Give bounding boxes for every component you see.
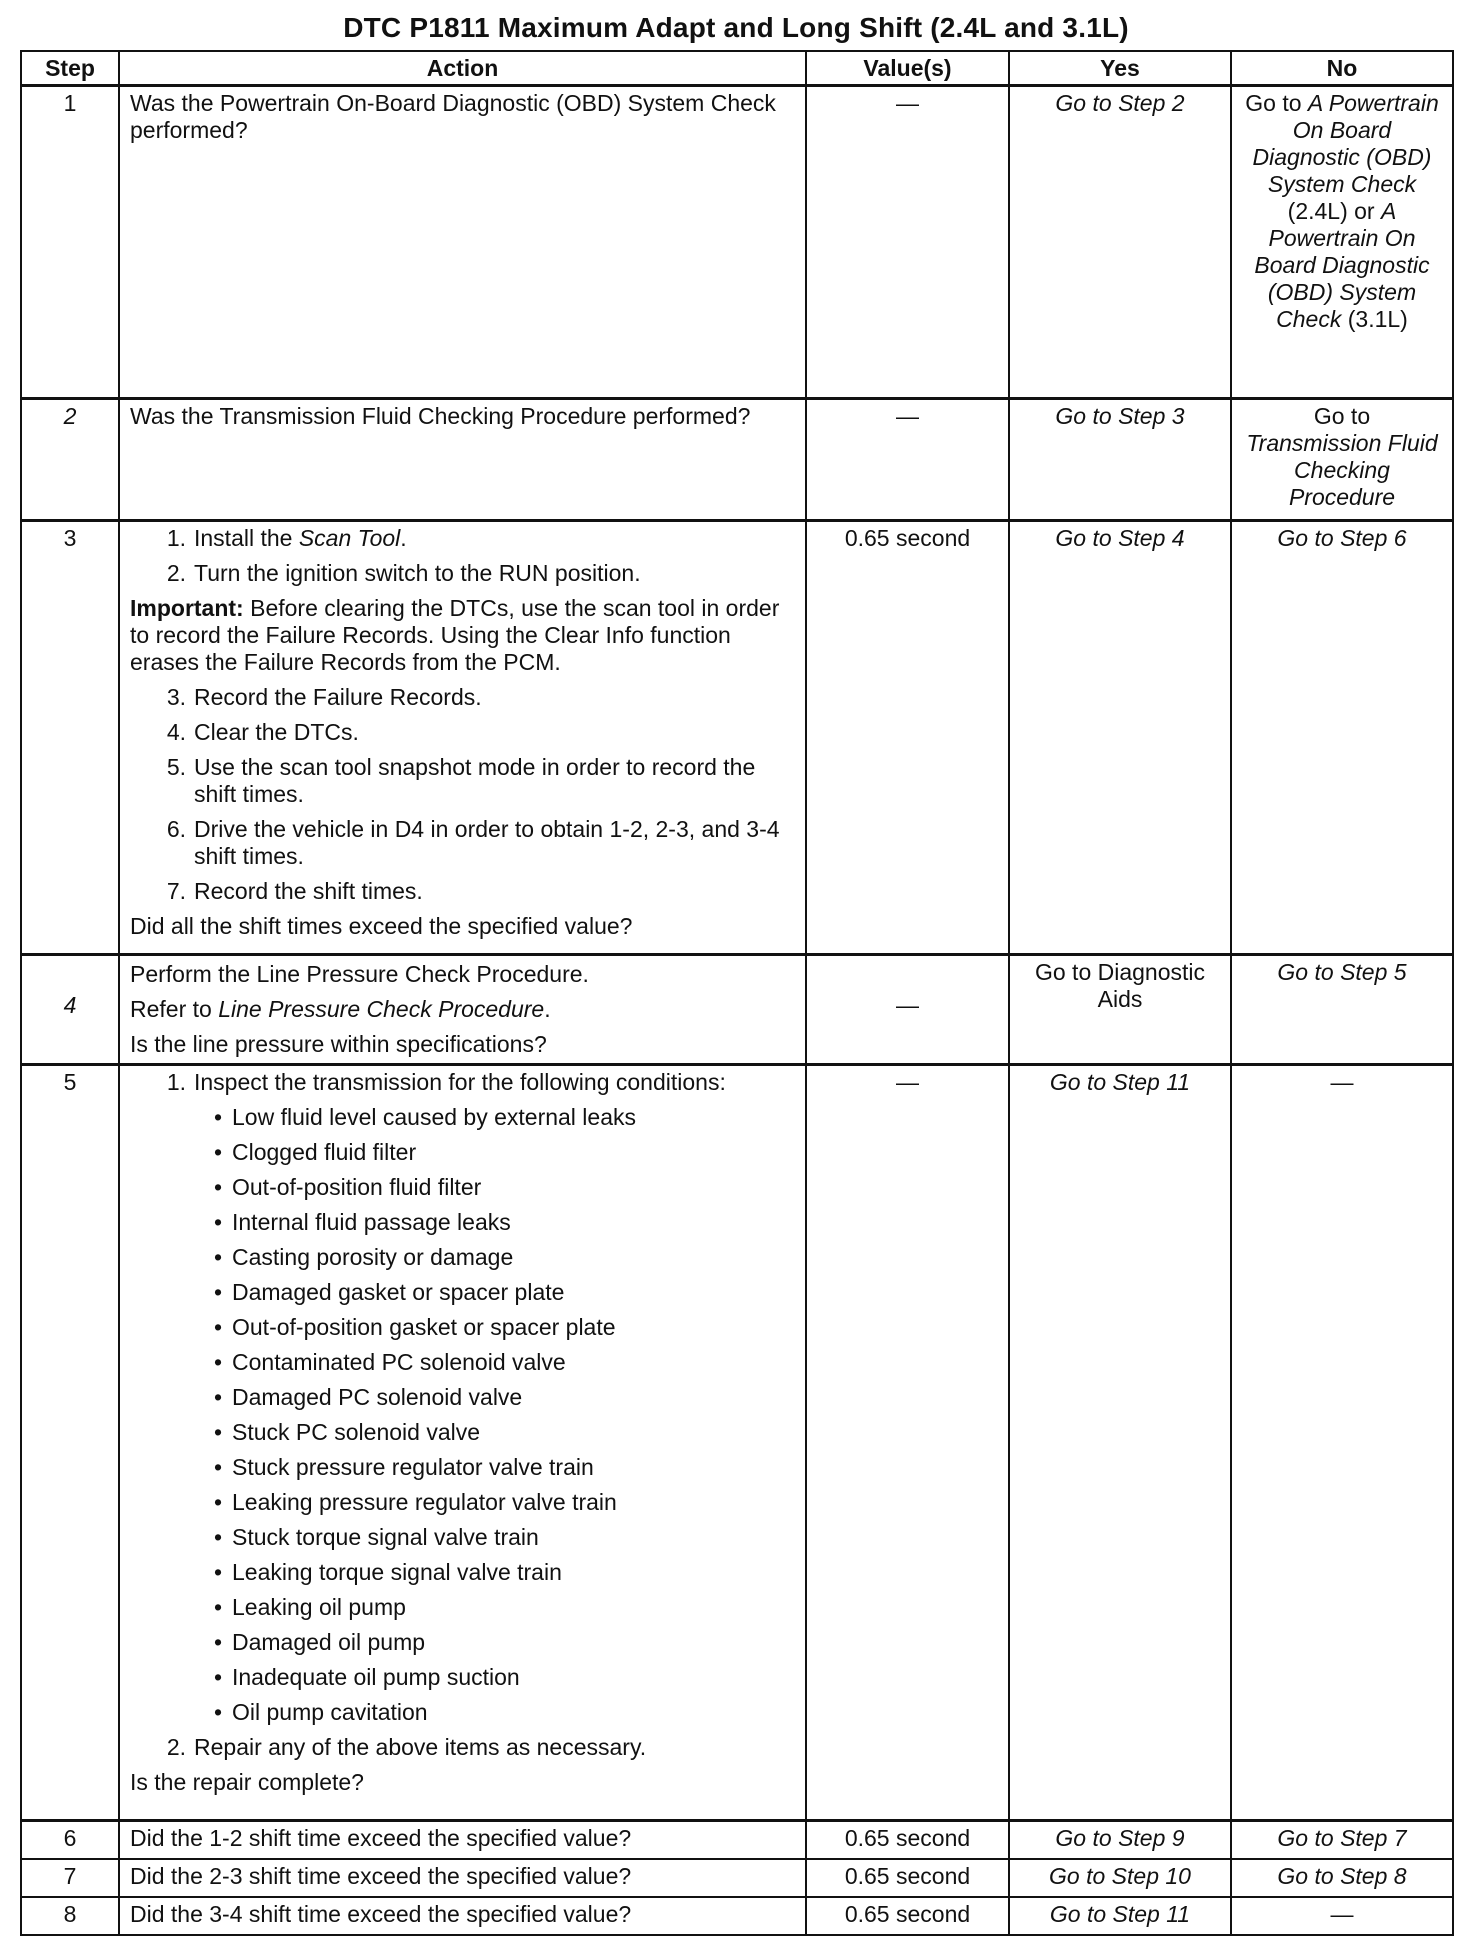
bullet-text: Oil pump cavitation	[232, 1699, 428, 1725]
bullet-icon: •	[213, 1664, 222, 1690]
bullet-item	[130, 1349, 795, 1376]
header-yes: Yes	[1009, 51, 1231, 86]
list-item	[130, 754, 795, 808]
step-number: 5	[21, 1065, 119, 1821]
list-item	[130, 1069, 795, 1096]
bullet-icon: •	[213, 1174, 222, 1200]
step-number: 2	[21, 399, 119, 521]
list-number: 1.	[166, 1069, 186, 1095]
bullet-text: Casting porosity or damage	[232, 1244, 514, 1270]
list-item	[130, 560, 795, 587]
list-number: 2.	[166, 1734, 186, 1760]
table-row-step-6	[21, 1821, 1453, 1859]
bullet-icon: •	[213, 1244, 222, 1270]
table-row-step-5	[21, 1065, 1453, 1821]
no-text-24l: (2.4L) or	[1287, 198, 1381, 224]
bullet-item	[130, 1559, 795, 1586]
yes-cell	[1009, 1897, 1231, 1935]
list-item	[130, 719, 795, 746]
action-line	[130, 996, 795, 1023]
list-number: 3.	[166, 684, 186, 710]
important-label: Important:	[130, 595, 244, 621]
no-link[interactable]: Go to Step 8	[1277, 1862, 1407, 1889]
bullet-icon: •	[213, 1104, 222, 1130]
bullet-item	[130, 1524, 795, 1551]
list-item	[130, 878, 795, 905]
bullet-icon: •	[213, 1314, 222, 1340]
list-text-part: Install the	[194, 525, 299, 551]
yes-cell	[1009, 86, 1231, 399]
list-number: 4.	[166, 719, 186, 745]
list-text	[194, 525, 795, 552]
yes-link[interactable]: Go to Step 10	[1049, 1862, 1191, 1889]
condition-bullets	[130, 1104, 795, 1726]
step-number: 8	[21, 1897, 119, 1935]
bullet-icon: •	[213, 1594, 222, 1620]
bullet-item	[130, 1489, 795, 1516]
no-link-obd-check-31[interactable]: A Powertrain On Board Diagnostic (OBD) System Check	[1254, 198, 1430, 332]
page-title: DTC P1811 Maximum Adapt and Long Shift (2.4L and 3.1L)	[343, 12, 1129, 43]
no-cell	[1231, 86, 1453, 399]
bullet-text: Out-of-position gasket or spacer plate	[232, 1314, 616, 1340]
question-text: Did all the shift times exceed the specified value?	[130, 913, 633, 939]
list-text: Clear the DTCs.	[194, 719, 359, 745]
value-cell: —	[806, 955, 1009, 1065]
yes-cell	[1009, 399, 1231, 521]
bullet-text: Low fluid level caused by external leaks	[232, 1104, 637, 1130]
diagnostic-table	[20, 50, 1454, 1936]
bullet-text: Out-of-position fluid filter	[232, 1174, 482, 1200]
list-text: Use the scan tool snapshot mode in order to record the shift times.	[194, 754, 756, 807]
bullet-icon: •	[213, 1419, 222, 1445]
no-text-31l: (3.1L)	[1341, 306, 1408, 332]
table-row-step-3	[21, 521, 1453, 955]
bullet-icon: •	[213, 1524, 222, 1550]
no-cell	[1231, 1859, 1453, 1897]
list-number: 2.	[166, 560, 186, 586]
scan-tool-link[interactable]: Scan Tool	[298, 525, 401, 551]
value-cell: —	[806, 86, 1009, 399]
list-number: 1.	[166, 525, 186, 551]
list-item	[130, 816, 795, 870]
yes-cell	[1009, 1821, 1231, 1859]
no-link[interactable]: Go to Step 5	[1277, 959, 1407, 985]
bullet-icon: •	[213, 1384, 222, 1410]
header-values: Value(s)	[806, 51, 1009, 86]
action-cell	[119, 955, 806, 1065]
yes-link[interactable]: Go to Step 11	[1049, 1900, 1191, 1927]
no-link[interactable]: Go to Step 6	[1277, 525, 1407, 551]
list-text-part: .	[400, 525, 407, 551]
no-cell: —	[1231, 1897, 1453, 1935]
action-text-part: Refer to	[130, 996, 219, 1022]
important-note	[130, 595, 795, 676]
question-text: Is the line pressure within specifications?	[130, 1031, 547, 1057]
bullet-item	[130, 1664, 795, 1691]
list-text: Record the Failure Records.	[194, 684, 482, 710]
list-item	[130, 1734, 795, 1761]
action-text-part: .	[544, 996, 551, 1022]
yes-link[interactable]: Go to Step 2	[1055, 90, 1185, 116]
yes-link[interactable]: Go to Step 9	[1055, 1825, 1185, 1851]
bullet-item	[130, 1279, 795, 1306]
bullet-item	[130, 1419, 795, 1446]
bullet-icon: •	[213, 1279, 222, 1305]
bullet-item	[130, 1139, 795, 1166]
bullet-icon: •	[213, 1349, 222, 1375]
line-pressure-link[interactable]: Line Pressure Check Procedure	[218, 996, 545, 1022]
step-number: 7	[21, 1859, 119, 1897]
action-cell: Did the 3-4 shift time exceed the specified value?	[119, 1897, 806, 1935]
value-cell: 0.65 second	[806, 1897, 1009, 1935]
step-number: 6	[21, 1821, 119, 1859]
bullet-item	[130, 1244, 795, 1271]
bullet-item	[130, 1594, 795, 1621]
bullet-icon: •	[213, 1489, 222, 1515]
header-step: Step	[21, 51, 119, 86]
list-text: Repair any of the above items as necessary.	[194, 1734, 647, 1760]
no-cell	[1231, 1821, 1453, 1859]
no-cell: —	[1231, 1065, 1453, 1821]
bullet-text: Damaged PC solenoid valve	[232, 1384, 523, 1410]
bullet-text: Inadequate oil pump suction	[232, 1664, 520, 1690]
list-text: Drive the vehicle in D4 in order to obtain 1-2, 2-3, and 3-4 shift times.	[194, 816, 780, 869]
bullet-text: Leaking pressure regulator valve train	[232, 1489, 617, 1515]
bullet-item	[130, 1454, 795, 1481]
list-number: 7.	[166, 878, 186, 904]
action-line: Perform the Line Pressure Check Procedure.	[130, 961, 589, 987]
yes-link[interactable]: Go to Step 11	[1049, 1069, 1191, 1095]
action-cell: Did the 2-3 shift time exceed the specified value?	[119, 1859, 806, 1897]
bullet-item	[130, 1629, 795, 1656]
no-cell	[1231, 399, 1453, 521]
list-text: Turn the ignition switch to the RUN position.	[194, 560, 641, 586]
table-row-step-4	[21, 955, 1453, 1065]
bullet-text: Stuck torque signal valve train	[232, 1524, 539, 1550]
action-cell: Was the Transmission Fluid Checking Procedure performed?	[119, 399, 806, 521]
yes-cell	[1009, 1065, 1231, 1821]
bullet-text: Damaged oil pump	[232, 1629, 426, 1655]
table-row-step-7	[21, 1859, 1453, 1897]
bullet-text: Contaminated PC solenoid valve	[232, 1349, 566, 1375]
action-cell: Did the 1-2 shift time exceed the specified value?	[119, 1821, 806, 1859]
bullet-icon: •	[213, 1699, 222, 1725]
action-cell	[119, 521, 806, 955]
question-text: Is the repair complete?	[130, 1769, 364, 1795]
bullet-text: Clogged fluid filter	[232, 1139, 417, 1165]
action-cell: Was the Powertrain On-Board Diagnostic (OBD) System Check performed?	[119, 86, 806, 399]
no-link[interactable]: Go to Step 7	[1277, 1825, 1407, 1851]
value-cell: —	[806, 399, 1009, 521]
no-cell	[1231, 521, 1453, 955]
no-cell	[1231, 955, 1453, 1065]
list-item	[130, 525, 795, 552]
bullet-item	[130, 1314, 795, 1341]
step-number: 1	[21, 86, 119, 399]
table-header-row	[21, 51, 1453, 86]
bullet-text: Stuck pressure regulator valve train	[232, 1454, 594, 1480]
bullet-item	[130, 1699, 795, 1726]
table-row-step-2	[21, 399, 1453, 521]
important-text: Before clearing the DTCs, use the scan tool in order to record the Failure Records. Using the Clear Info function erases the Failure Records from the PCM.	[130, 595, 780, 675]
list-number: 5.	[166, 754, 186, 780]
list-number: 6.	[166, 816, 186, 842]
list-text: Inspect the transmission for the following conditions:	[194, 1069, 726, 1095]
bullet-text: Stuck PC solenoid valve	[232, 1419, 481, 1445]
table-row-step-1	[21, 86, 1453, 399]
action-cell	[119, 1065, 806, 1821]
bullet-icon: •	[213, 1139, 222, 1165]
value-cell: 0.65 second	[806, 521, 1009, 955]
yes-link[interactable]: Go to Diagnostic Aids	[1034, 959, 1206, 1012]
bullet-item	[130, 1174, 795, 1201]
no-text-goto: Go to	[1245, 90, 1308, 116]
value-cell: 0.65 second	[806, 1821, 1009, 1859]
bullet-text: Damaged gasket or spacer plate	[232, 1279, 565, 1305]
bullet-item	[130, 1384, 795, 1411]
bullet-icon: •	[213, 1559, 222, 1585]
no-text-goto: Go to	[1313, 403, 1371, 429]
bullet-item	[130, 1209, 795, 1236]
bullet-text: Leaking torque signal valve train	[232, 1559, 562, 1585]
bullet-icon: •	[213, 1209, 222, 1235]
no-link-obd-check-24[interactable]: A Powertrain On Board Diagnostic (OBD) System Check	[1252, 90, 1439, 197]
yes-cell	[1009, 1859, 1231, 1897]
bullet-icon: •	[213, 1454, 222, 1480]
step-number: 3	[21, 521, 119, 955]
header-no: No	[1231, 51, 1453, 86]
bullet-text: Internal fluid passage leaks	[232, 1209, 511, 1235]
value-cell: —	[806, 1065, 1009, 1821]
bullet-text: Leaking oil pump	[232, 1594, 406, 1620]
bullet-icon: •	[213, 1629, 222, 1655]
yes-cell	[1009, 955, 1231, 1065]
bullet-item	[130, 1104, 795, 1131]
yes-link[interactable]: Go to Step 3	[1055, 403, 1185, 429]
list-text: Record the shift times.	[194, 878, 423, 904]
header-action: Action	[119, 51, 806, 86]
yes-cell	[1009, 521, 1231, 955]
list-item	[130, 684, 795, 711]
value-cell: 0.65 second	[806, 1859, 1009, 1897]
table-row-step-8	[21, 1897, 1453, 1935]
no-link-fluid-check[interactable]: Transmission Fluid Checking Procedure	[1246, 430, 1438, 510]
yes-link[interactable]: Go to Step 4	[1055, 525, 1185, 551]
step-number: 4	[21, 955, 119, 1065]
